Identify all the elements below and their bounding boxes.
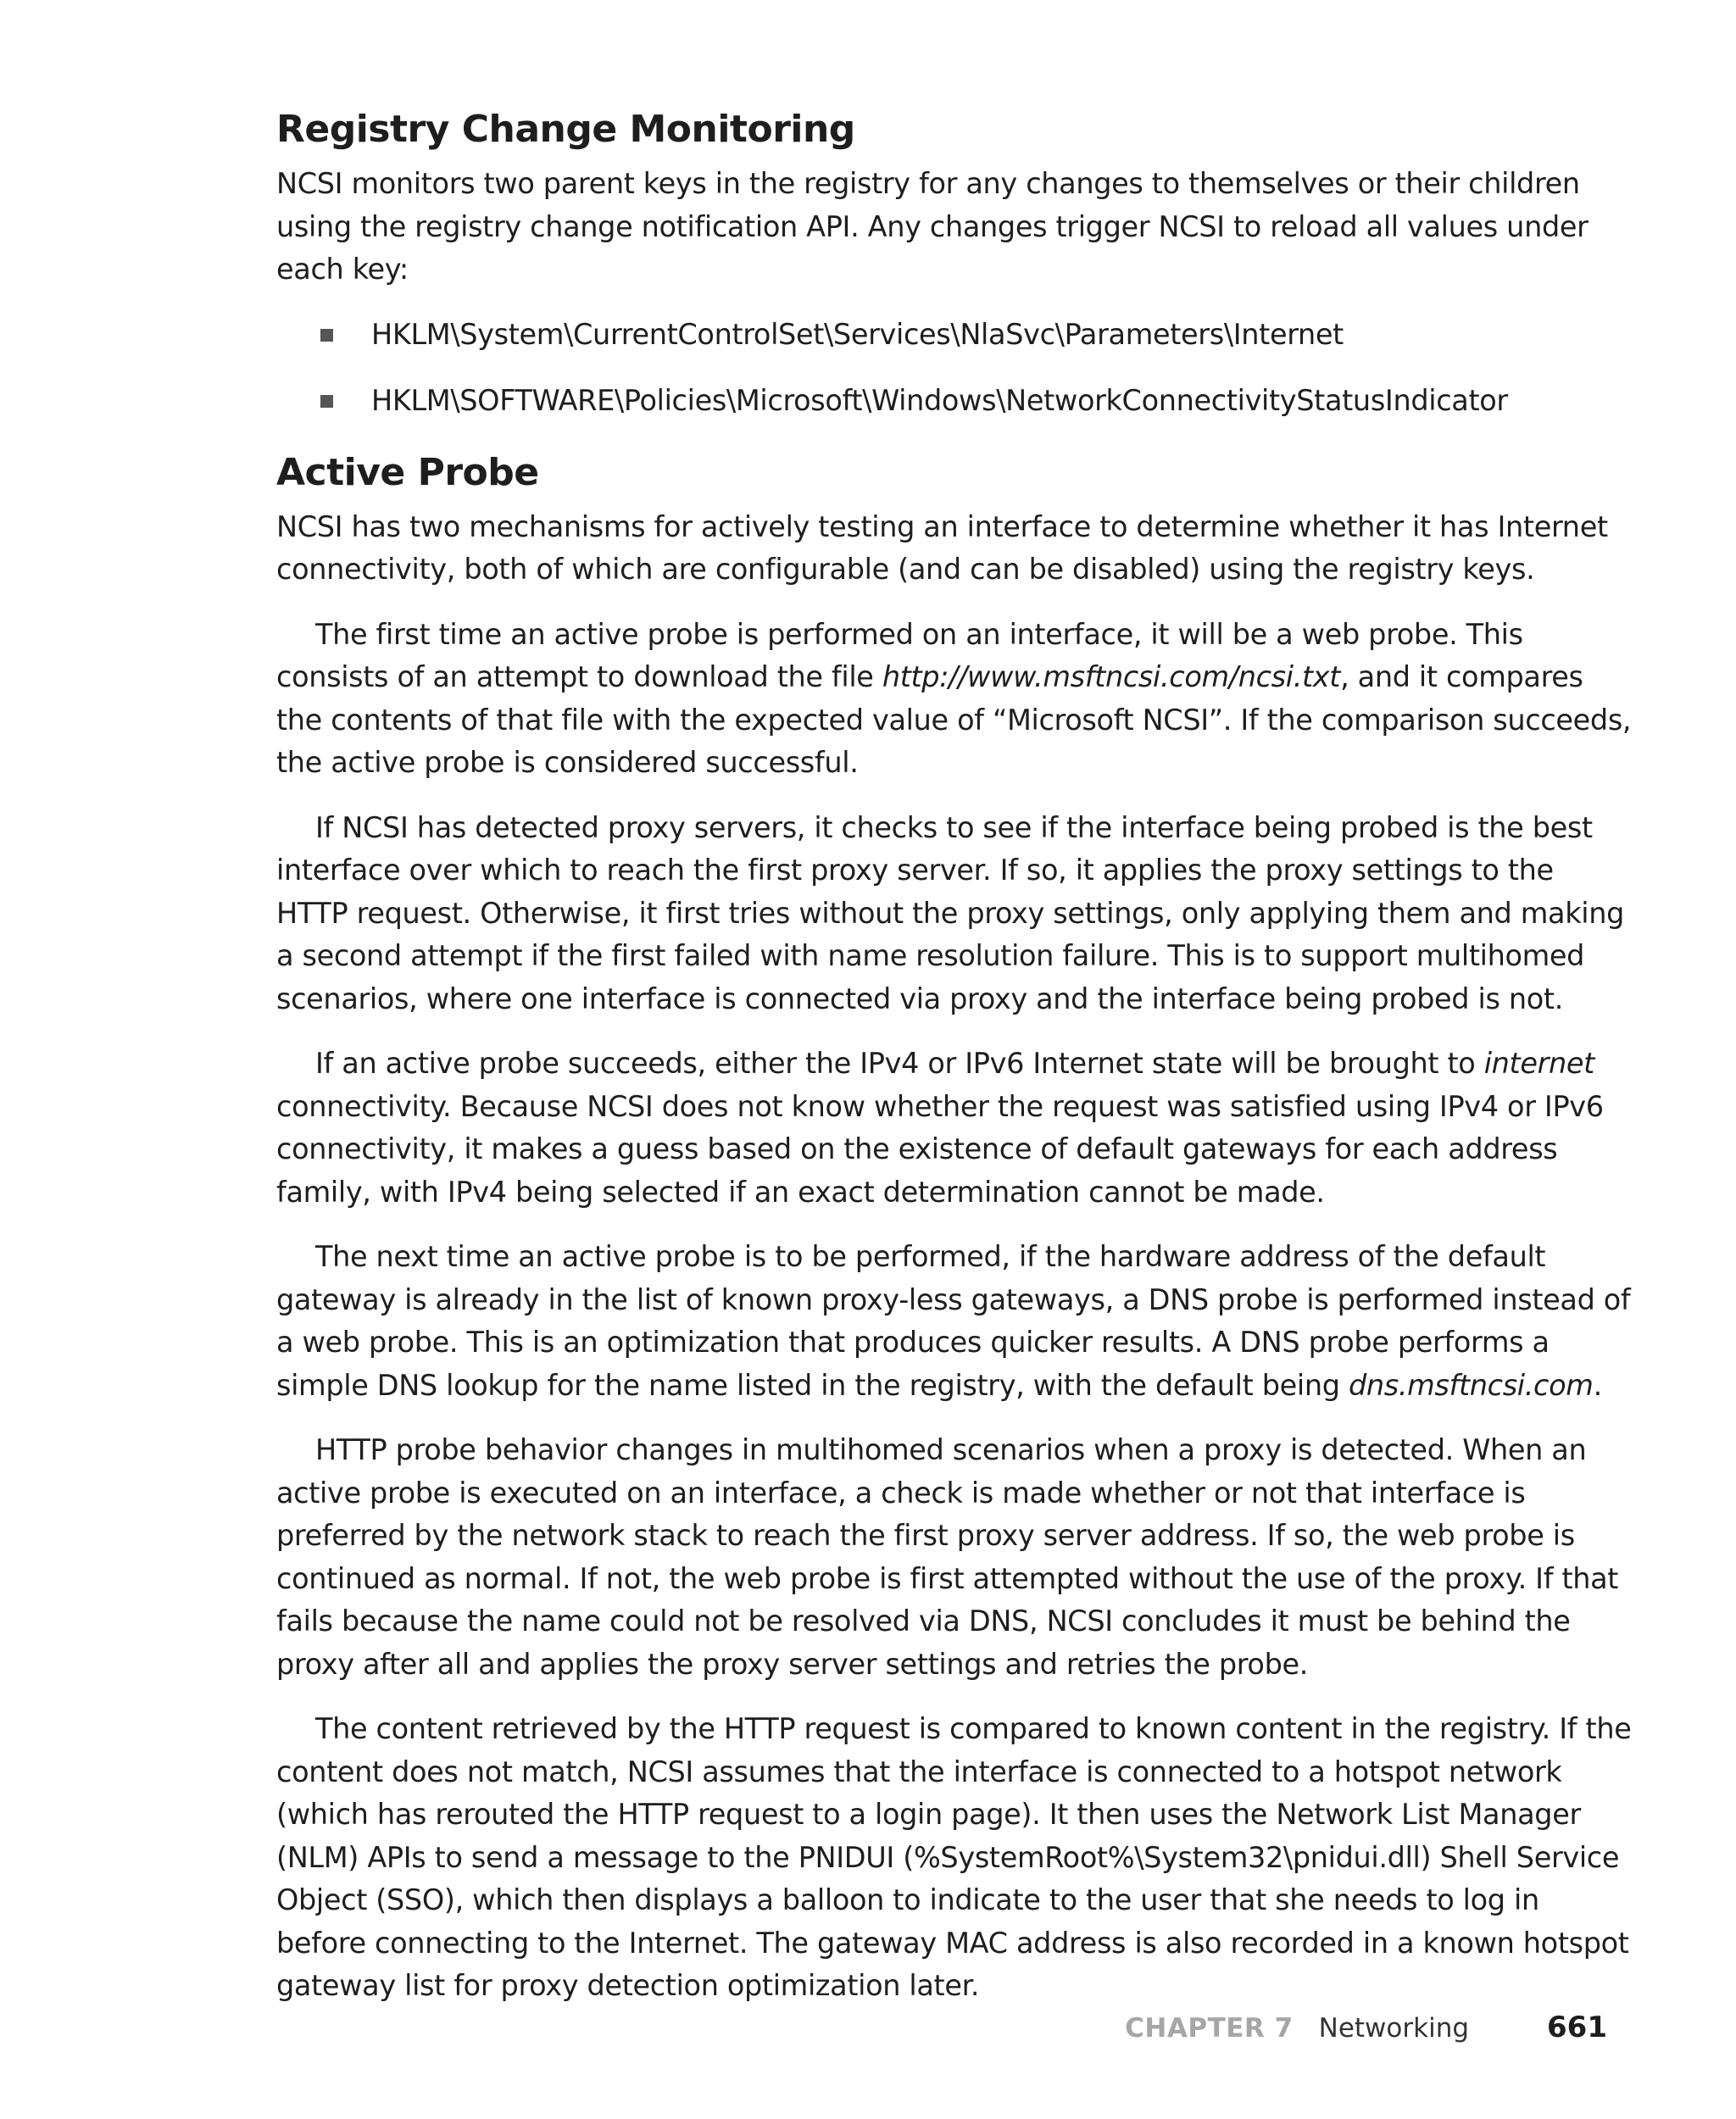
dns-host-term: dns.msftncsi.com (1348, 1368, 1594, 1402)
web-probe-text-a: The first time an active probe is performed on an interface, it will be a web probe. This consists of an attempt to download the file (276, 617, 1523, 693)
http-multihomed-paragraph: HTTP probe behavior changes in multihomed scenarios when a proxy is detected. When an active probe is executed on an interface, a check is made whether or not that interface is preferred by the network stack to reach the first proxy server address. If so, the web probe is continued as normal. If not, the web probe is first attempted without the use of the proxy. If that fails because the name could not be resolved via DNS, NCSI concludes it must be behind the proxy after all and applies the proxy server settings and retries the probe. (276, 1433, 1619, 1681)
registry-key-text: HKLM\System\CurrentControlSet\Services\NlaSvc\Parameters\Internet (371, 317, 1344, 351)
heading-registry-change-monitoring: Registry Change Monitoring (276, 108, 855, 151)
web-probe-text-b: , and it compares the contents of that file with the expected value of “Microsoft NCSI”. If the comparison succeeds, the active probe is considered successful. (276, 660, 1632, 779)
active-probe-intro-paragraph: NCSI has two mechanisms for actively testing an interface to determine whether it has Internet connectivity, both of which are configurable (and can be disabled) using the registry keys. (276, 509, 1608, 586)
dns-probe-text-b: . (1593, 1368, 1602, 1402)
list-item (276, 314, 1633, 357)
proxy-servers-paragraph: If NCSI has detected proxy servers, it checks to see if the interface being probed is the best interface over which to reach the first proxy server. If so, it applies the proxy settings to the HTTP request. Otherwise, it first tries without the proxy settings, only applying them and making a second attempt if the first failed with name resolution failure. This is to support multihomed scenarios, where one interface is connected via proxy and the interface being probed is not. (276, 810, 1624, 1015)
footer-chapter: CHAPTER 7 (1125, 2013, 1294, 2044)
dns-probe-text-a: The next time an active probe is to be performed, if the hardware address of the default gateway is already in the list of known proxy-less gateways, a DNS probe is performed instead of a web probe. This is an optimization that produces quicker results. A DNS probe performs a simple DNS lookup for the name listed in the registry, with the default being (276, 1240, 1631, 1402)
probe-success-text-a: If an active probe succeeds, either the IPv4 or IPv6 Internet state will be brought to (315, 1047, 1484, 1080)
hotspot-paragraph: The content retrieved by the HTTP request is compared to known content in the registry. If the content does not match, NCSI assumes that the interface is connected to a hotspot network (which has rerouted the HTTP request to a login page). It then uses the Network List Manager (NLM) APIs to send a message to the PNIDUI (%SystemRoot%\System32\pnidui.dll) Shell Service Object (SSO), which then displays a balloon to indicate to the user that she needs to log in before connecting to the Internet. The gateway MAC address is also recorded in a known hotspot gateway list for proxy detection optimization later. (276, 1712, 1632, 2002)
square-bullet-icon (320, 329, 333, 342)
internet-term: internet (1483, 1047, 1594, 1080)
list-item (276, 380, 1633, 423)
registry-intro-paragraph: NCSI monitors two parent keys in the registry for any changes to themselves or their children using the registry change notification API. Any changes trigger NCSI to reload all values under each key: (276, 167, 1589, 286)
heading-active-probe: Active Probe (276, 450, 539, 494)
square-bullet-icon (320, 395, 333, 408)
page-footer (1125, 2011, 1607, 2044)
page-number: 661 (1547, 2011, 1607, 2044)
registry-keys-list (276, 314, 1633, 423)
probe-success-paragraph (276, 1043, 1633, 1214)
document-page (276, 107, 1633, 2008)
web-probe-paragraph (276, 614, 1633, 785)
probe-success-text-b: connectivity. Because NCSI does not know whether the request was satisfied using IPv4 or IPv6 connectivity, it makes a guess based on the existence of default gateways for each address family, with IPv4 being selected if an exact determination cannot be made. (276, 1089, 1604, 1209)
footer-section-title: Networking (1318, 2013, 1470, 2044)
dns-probe-paragraph (276, 1236, 1633, 1407)
ncsi-url: http://www.msftncsi.com/ncsi.txt (882, 660, 1341, 693)
registry-key-text: HKLM\SOFTWARE\Policies\Microsoft\Windows\NetworkConnectivityStatusIndicator (371, 384, 1508, 417)
